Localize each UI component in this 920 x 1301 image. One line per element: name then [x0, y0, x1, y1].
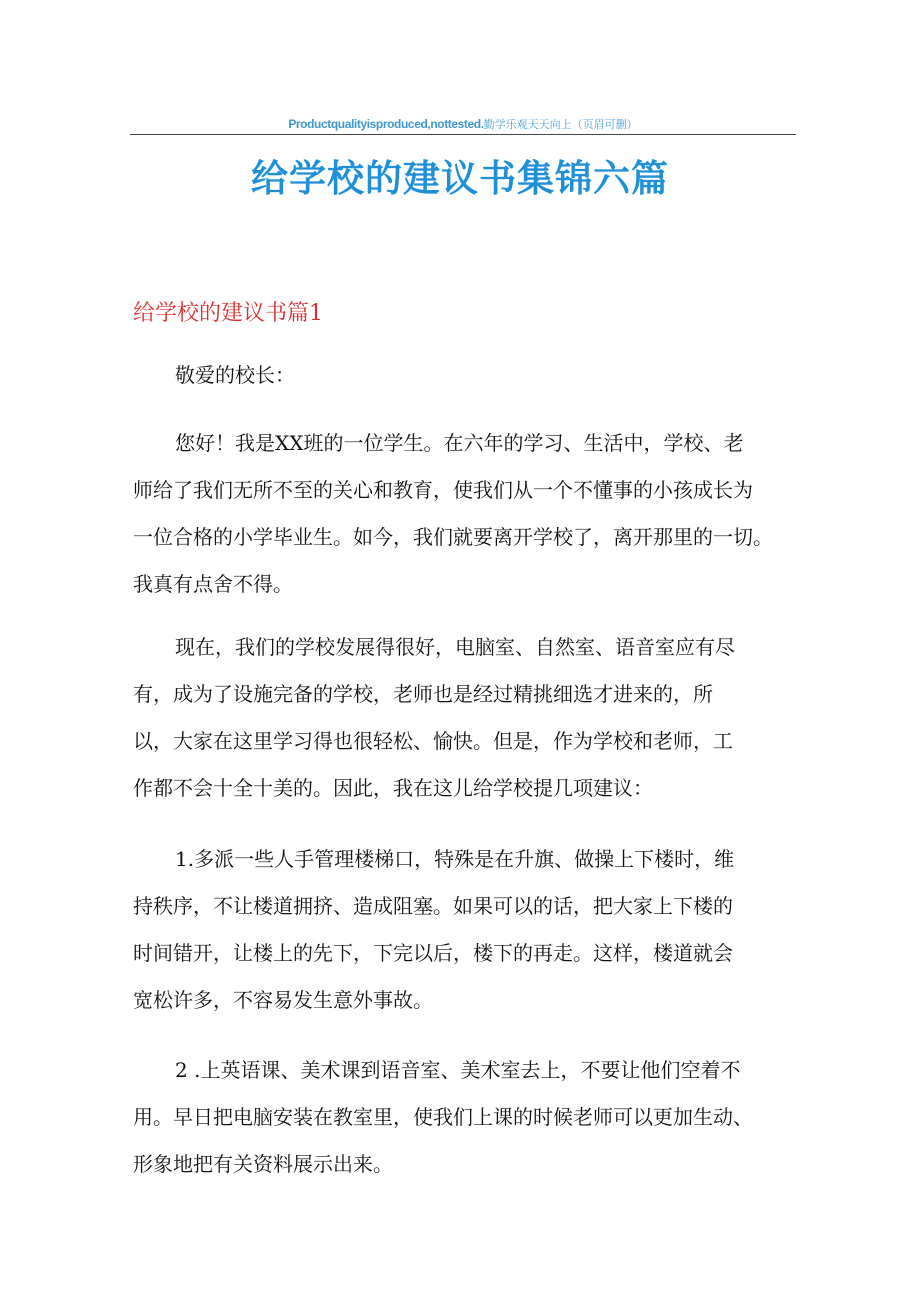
paragraph-line: 我真有点舍不得。: [133, 572, 293, 596]
paragraph-line: 宽松许多，不容易发生意外事故。: [133, 988, 433, 1012]
paragraph-4: [133, 1047, 813, 1188]
paragraph-line: 时间错开，让楼上的先下，下完以后，楼下的再走。这样，楼道就会: [133, 941, 733, 965]
paragraph-line: 现在，我们的学校发展得很好，电脑室、自然室、语音室应有尽: [175, 635, 735, 659]
paragraph-line: 师给了我们无所不至的关心和教育，使我们从一个不懂事的小孩成长为: [133, 478, 753, 502]
salutation-paragraph: [133, 352, 813, 399]
header-rule: [130, 134, 796, 135]
paragraph-line: 您好！我是XX班的一位学生。在六年的学习、生活中，学校、老: [175, 431, 744, 455]
header-motto-en: Productqualityisproduced,nottested.: [288, 117, 484, 131]
paragraph-2: [133, 624, 813, 812]
salutation: 敬爱的校长：: [175, 363, 295, 387]
paragraph-line: 以，大家在这里学习得也很轻松、愉快。但是，作为学校和老师，工: [133, 729, 733, 753]
paragraph-line: 作都不会十全十美的。因此，我在这儿给学校提几项建议：: [133, 776, 653, 800]
paragraph-3: [133, 836, 813, 1024]
paragraph-1: [133, 420, 813, 608]
paragraph-line: 用。早日把电脑安装在教室里，使我们上课的时候老师可以更加生动、: [133, 1105, 753, 1129]
paragraph-line: 1.多派一些人手管理楼梯口，特殊是在升旗、做操上下楼时，维: [175, 847, 735, 871]
page-header: [130, 116, 796, 132]
header-motto-cn: 勤学乐观天天向上（页眉可删）: [483, 118, 638, 131]
paragraph-line: 一位合格的小学毕业生。如今，我们就要离开学校了，离开那里的一切。: [133, 525, 773, 549]
paragraph-line: 形象地把有关资料展示出来。: [133, 1152, 393, 1176]
section-title: 给学校的建议书篇1: [133, 301, 323, 326]
paragraph-line: 2 .上英语课、美术课到语音室、美术室去上，不要让他们空着不: [175, 1058, 741, 1082]
document-title: 给学校的建议书集锦六篇: [251, 157, 669, 200]
paragraph-line: 有，成为了设施完备的学校，老师也是经过精挑细选才进来的，所: [133, 682, 713, 706]
paragraph-line: 持秩序，不让楼道拥挤、造成阻塞。如果可以的话，把大家上下楼的: [133, 894, 733, 918]
